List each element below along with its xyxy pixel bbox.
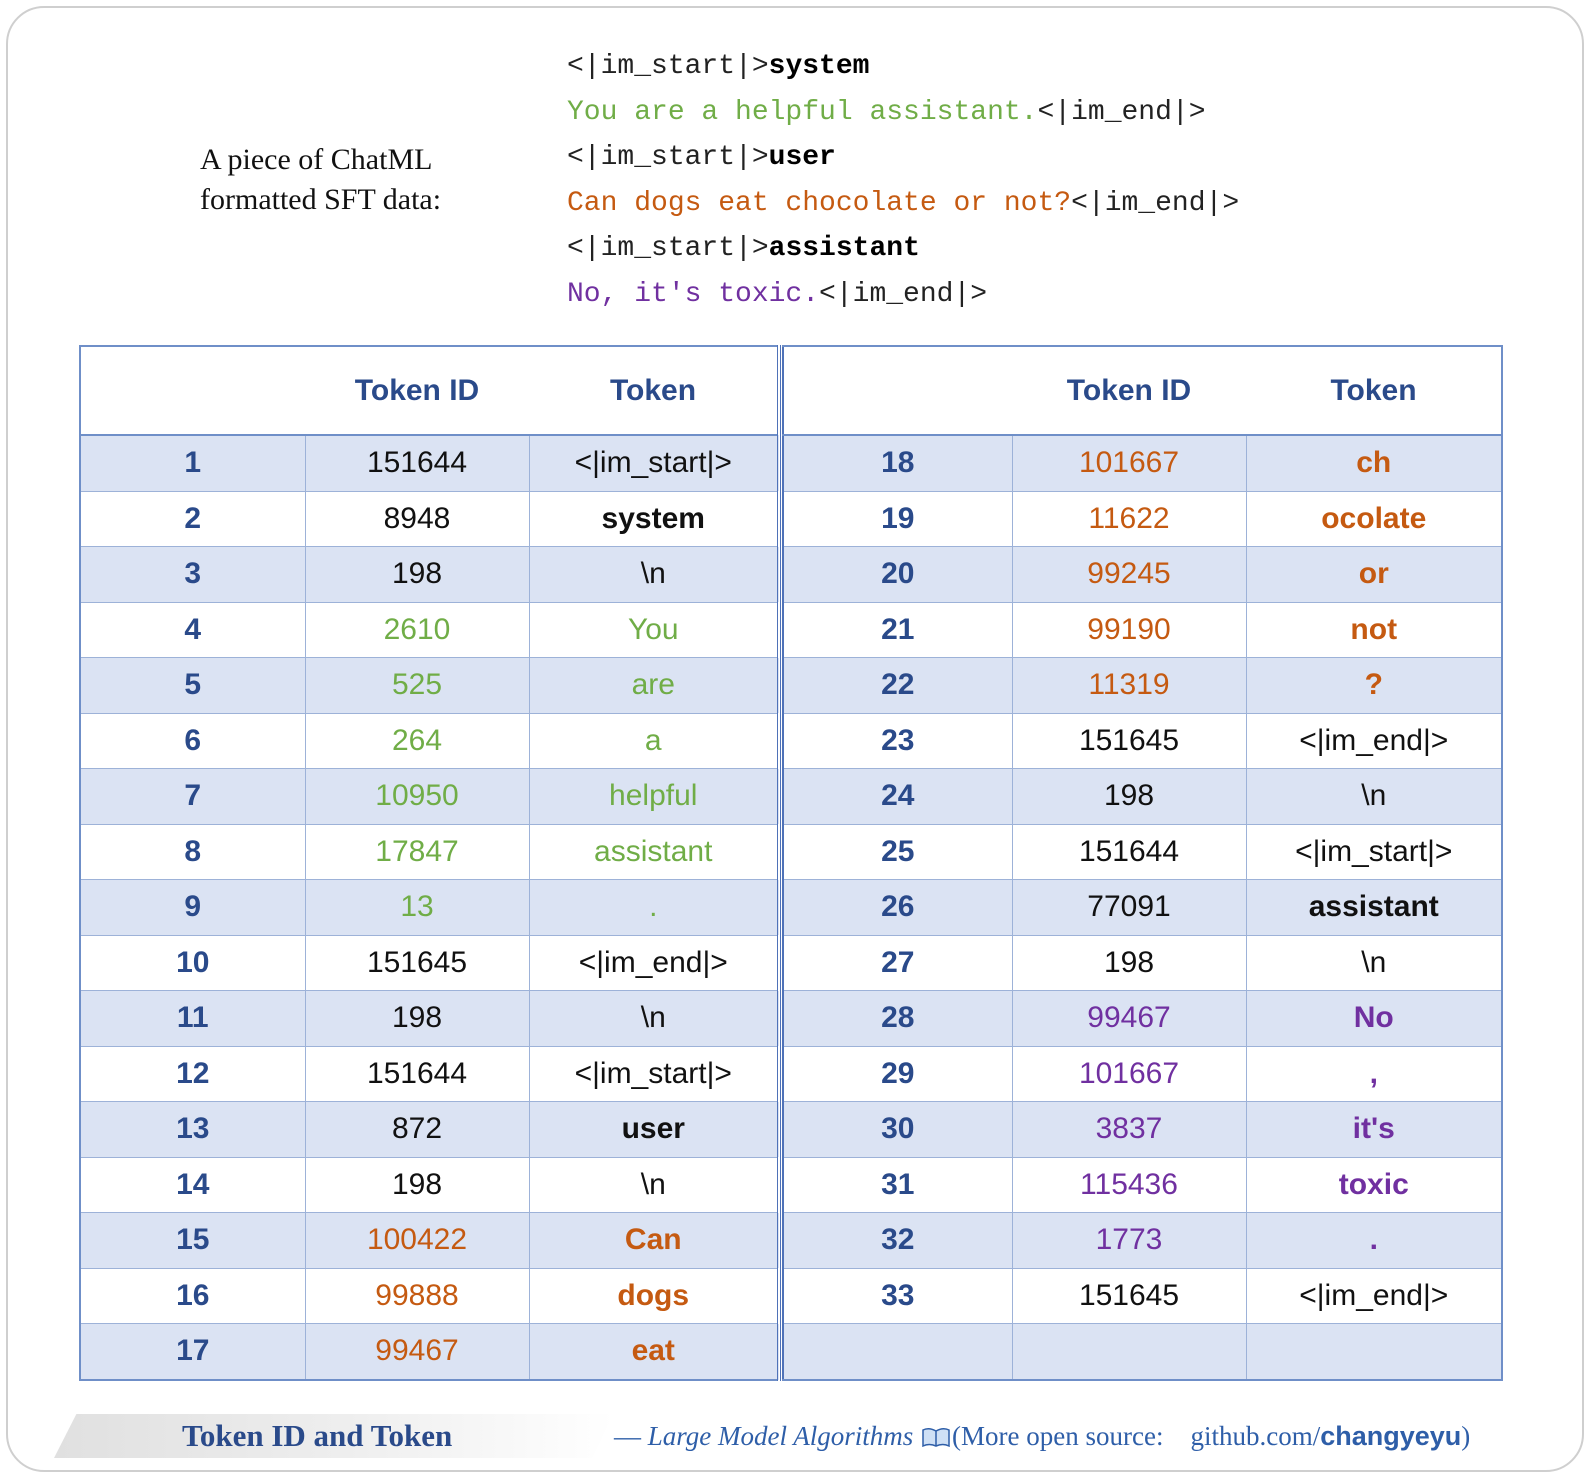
row-index: 20: [783, 547, 1012, 603]
token-id-cell: 1773: [1012, 1213, 1246, 1269]
row-index: 6: [80, 713, 305, 769]
table-row: [80, 1324, 779, 1380]
system-message: You are a helpful assistant.: [567, 96, 1038, 128]
more-open-source: (More open source:: [952, 1421, 1164, 1451]
token-cell: \n: [529, 547, 779, 603]
table-row: [783, 435, 1502, 491]
row-index: 26: [783, 880, 1012, 936]
token-cell: assistant: [1246, 880, 1502, 936]
chatml-line-user-start: [567, 135, 1239, 181]
token-id-cell: 198: [1012, 935, 1246, 991]
chatml-sample: [567, 44, 1239, 317]
token-cell: <|im_end|>: [1246, 713, 1502, 769]
table-row: [80, 547, 779, 603]
token-id-cell: 17847: [305, 824, 529, 880]
token-cell: toxic: [1246, 1157, 1502, 1213]
token-id-cell: 198: [305, 547, 529, 603]
token-cell: ?: [1246, 658, 1502, 714]
row-index: 33: [783, 1268, 1012, 1324]
token-id-cell: 99888: [305, 1268, 529, 1324]
table-row: [80, 1046, 779, 1102]
table-header-row: [783, 346, 1502, 435]
table-row: [783, 1102, 1502, 1158]
role-assistant: assistant: [768, 233, 920, 264]
chatml-line-system-start: [567, 44, 1239, 90]
open-book-icon: [922, 1416, 950, 1436]
table-row: [783, 658, 1502, 714]
token-cell: \n: [1246, 769, 1502, 825]
caption-title: Token ID and Token: [182, 1418, 453, 1453]
token-cell: \n: [529, 991, 779, 1047]
credit-line: [614, 1414, 1470, 1458]
row-index: 25: [783, 824, 1012, 880]
token-id-cell: 151645: [305, 935, 529, 991]
table-row: [783, 713, 1502, 769]
table-row: [80, 1157, 779, 1213]
row-index: 23: [783, 713, 1012, 769]
token-id-cell: 872: [305, 1102, 529, 1158]
intro-line-2: formatted SFT data:: [200, 183, 442, 216]
table-header-row: [80, 346, 779, 435]
table-row: [783, 935, 1502, 991]
token-cell: ch: [1246, 435, 1502, 491]
token-id-cell: 101667: [1012, 1046, 1246, 1102]
header-token-id: Token ID: [1012, 346, 1246, 435]
row-index: 30: [783, 1102, 1012, 1158]
im-start-tag: <|im_start|>: [567, 142, 769, 173]
row-index: 3: [80, 547, 305, 603]
row-index: 14: [80, 1157, 305, 1213]
token-id-cell: 99467: [1012, 991, 1246, 1047]
token-id-cell: 2610: [305, 602, 529, 658]
table-row: [80, 491, 779, 547]
row-index: 28: [783, 991, 1012, 1047]
token-id-cell: 99467: [305, 1324, 529, 1380]
role-user: user: [768, 142, 836, 173]
token-id-cell: 13: [305, 880, 529, 936]
token-id-cell: 99245: [1012, 547, 1246, 603]
token-cell: helpful: [529, 769, 779, 825]
row-index: 24: [783, 769, 1012, 825]
token-cell: <|im_start|>: [1246, 824, 1502, 880]
row-index: 5: [80, 658, 305, 714]
row-index: 17: [80, 1324, 305, 1380]
token-id-cell: 77091: [1012, 880, 1246, 936]
row-index: 13: [80, 1102, 305, 1158]
token-cell: \n: [1246, 935, 1502, 991]
token-cell: [1246, 1324, 1502, 1380]
token-table-right-body: [783, 435, 1502, 1380]
table-row: [80, 824, 779, 880]
table-row: [783, 991, 1502, 1047]
token-cell: not: [1246, 602, 1502, 658]
table-row: [80, 658, 779, 714]
token-cell: dogs: [529, 1268, 779, 1324]
row-index: 27: [783, 935, 1012, 991]
assistant-message: No, it's toxic.: [567, 278, 820, 310]
table-row: [783, 824, 1502, 880]
table-row: [80, 1102, 779, 1158]
token-id-cell: 115436: [1012, 1157, 1246, 1213]
table-row: [783, 1324, 1502, 1380]
row-index: 1: [80, 435, 305, 491]
token-cell: <|im_end|>: [1246, 1268, 1502, 1324]
intro-label: [200, 140, 441, 220]
row-index: 7: [80, 769, 305, 825]
row-index: 22: [783, 658, 1012, 714]
row-index: 12: [80, 1046, 305, 1102]
row-index: 15: [80, 1213, 305, 1269]
table-row: [783, 602, 1502, 658]
token-cell: Can: [529, 1213, 779, 1269]
token-id-cell: 151644: [305, 1046, 529, 1102]
chatml-line-system-text: [567, 90, 1239, 136]
token-cell: user: [529, 1102, 779, 1158]
table-row: [80, 435, 779, 491]
row-index: 10: [80, 935, 305, 991]
token-cell: a: [529, 713, 779, 769]
token-id-cell: 264: [305, 713, 529, 769]
token-id-cell: [1012, 1324, 1246, 1380]
token-cell: eat: [529, 1324, 779, 1380]
token-table-left-body: [80, 435, 779, 1380]
table-row: [80, 991, 779, 1047]
token-cell: .: [529, 880, 779, 936]
credit-dash: —: [614, 1421, 648, 1451]
series-name: Large Model Algorithms: [647, 1421, 914, 1451]
token-cell: You: [529, 602, 779, 658]
token-id-cell: 3837: [1012, 1102, 1246, 1158]
im-end-tag: <|im_end|>: [1071, 187, 1240, 219]
token-cell: are: [529, 658, 779, 714]
credit-close: ): [1461, 1421, 1471, 1451]
table-row: [80, 880, 779, 936]
token-id-cell: 11319: [1012, 658, 1246, 714]
token-cell: ocolate: [1246, 491, 1502, 547]
im-end-tag: <|im_end|>: [1037, 96, 1206, 128]
row-index: 31: [783, 1157, 1012, 1213]
table-row: [783, 547, 1502, 603]
token-id-cell: 11622: [1012, 491, 1246, 547]
row-index: 2: [80, 491, 305, 547]
table-row: [80, 1213, 779, 1269]
token-cell: <|im_start|>: [529, 435, 779, 491]
token-id-cell: 10950: [305, 769, 529, 825]
table-row: [783, 880, 1502, 936]
token-cell: <|im_start|>: [529, 1046, 779, 1102]
row-index: 29: [783, 1046, 1012, 1102]
token-cell: <|im_end|>: [529, 935, 779, 991]
token-id-cell: 525: [305, 658, 529, 714]
table-row: [80, 769, 779, 825]
table-row: [783, 1157, 1502, 1213]
table-row: [783, 769, 1502, 825]
im-start-tag: <|im_start|>: [567, 233, 769, 264]
table-row: [783, 1268, 1502, 1324]
row-index: 8: [80, 824, 305, 880]
header-index: [783, 346, 1012, 435]
token-cell: ,: [1246, 1046, 1502, 1102]
token-id-cell: 101667: [1012, 435, 1246, 491]
header-token-id: Token ID: [305, 346, 529, 435]
token-cell: No: [1246, 991, 1502, 1047]
token-id-cell: 198: [1012, 769, 1246, 825]
token-cell: \n: [529, 1157, 779, 1213]
role-system: system: [768, 51, 870, 82]
row-index: 11: [80, 991, 305, 1047]
row-index: 9: [80, 880, 305, 936]
token-cell: .: [1246, 1213, 1502, 1269]
token-cell: it's: [1246, 1102, 1502, 1158]
token-id-cell: 151644: [1012, 824, 1246, 880]
intro-line-1: A piece of ChatML: [200, 143, 433, 176]
table-row: [783, 491, 1502, 547]
row-index: 32: [783, 1213, 1012, 1269]
repo-site: github.com/: [1190, 1421, 1321, 1451]
token-id-cell: 151645: [1012, 1268, 1246, 1324]
im-end-tag: <|im_end|>: [819, 278, 988, 310]
im-start-tag: <|im_start|>: [567, 51, 769, 82]
token-id-cell: 151645: [1012, 713, 1246, 769]
token-id-cell: 151644: [305, 435, 529, 491]
header-token: Token: [529, 346, 779, 435]
table-row: [80, 602, 779, 658]
table-row: [80, 713, 779, 769]
table-row: [80, 935, 779, 991]
token-cell: or: [1246, 547, 1502, 603]
token-id-cell: 198: [305, 1157, 529, 1213]
token-id-cell: 100422: [305, 1213, 529, 1269]
table-row: [783, 1046, 1502, 1102]
token-id-cell: 198: [305, 991, 529, 1047]
token-cell: assistant: [529, 824, 779, 880]
row-index: 16: [80, 1268, 305, 1324]
token-id-cell: 99190: [1012, 602, 1246, 658]
row-index: 19: [783, 491, 1012, 547]
table-row: [80, 1268, 779, 1324]
chatml-line-user-text: [567, 181, 1239, 227]
token-cell: system: [529, 491, 779, 547]
table-row: [783, 1213, 1502, 1269]
chatml-line-assistant-text: [567, 272, 1239, 318]
chatml-line-assistant-start: [567, 226, 1239, 272]
repo-handle: changyeyu: [1320, 1421, 1462, 1451]
repo-link[interactable]: [1190, 1421, 1461, 1451]
header-token: Token: [1246, 346, 1502, 435]
token-table-left: [79, 345, 781, 1381]
header-index: [80, 346, 305, 435]
row-index: [783, 1324, 1012, 1380]
token-id-cell: 8948: [305, 491, 529, 547]
row-index: 4: [80, 602, 305, 658]
row-index: 21: [783, 602, 1012, 658]
row-index: 18: [783, 435, 1012, 491]
user-message: Can dogs eat chocolate or not?: [567, 187, 1072, 219]
token-table-right: [782, 345, 1503, 1381]
